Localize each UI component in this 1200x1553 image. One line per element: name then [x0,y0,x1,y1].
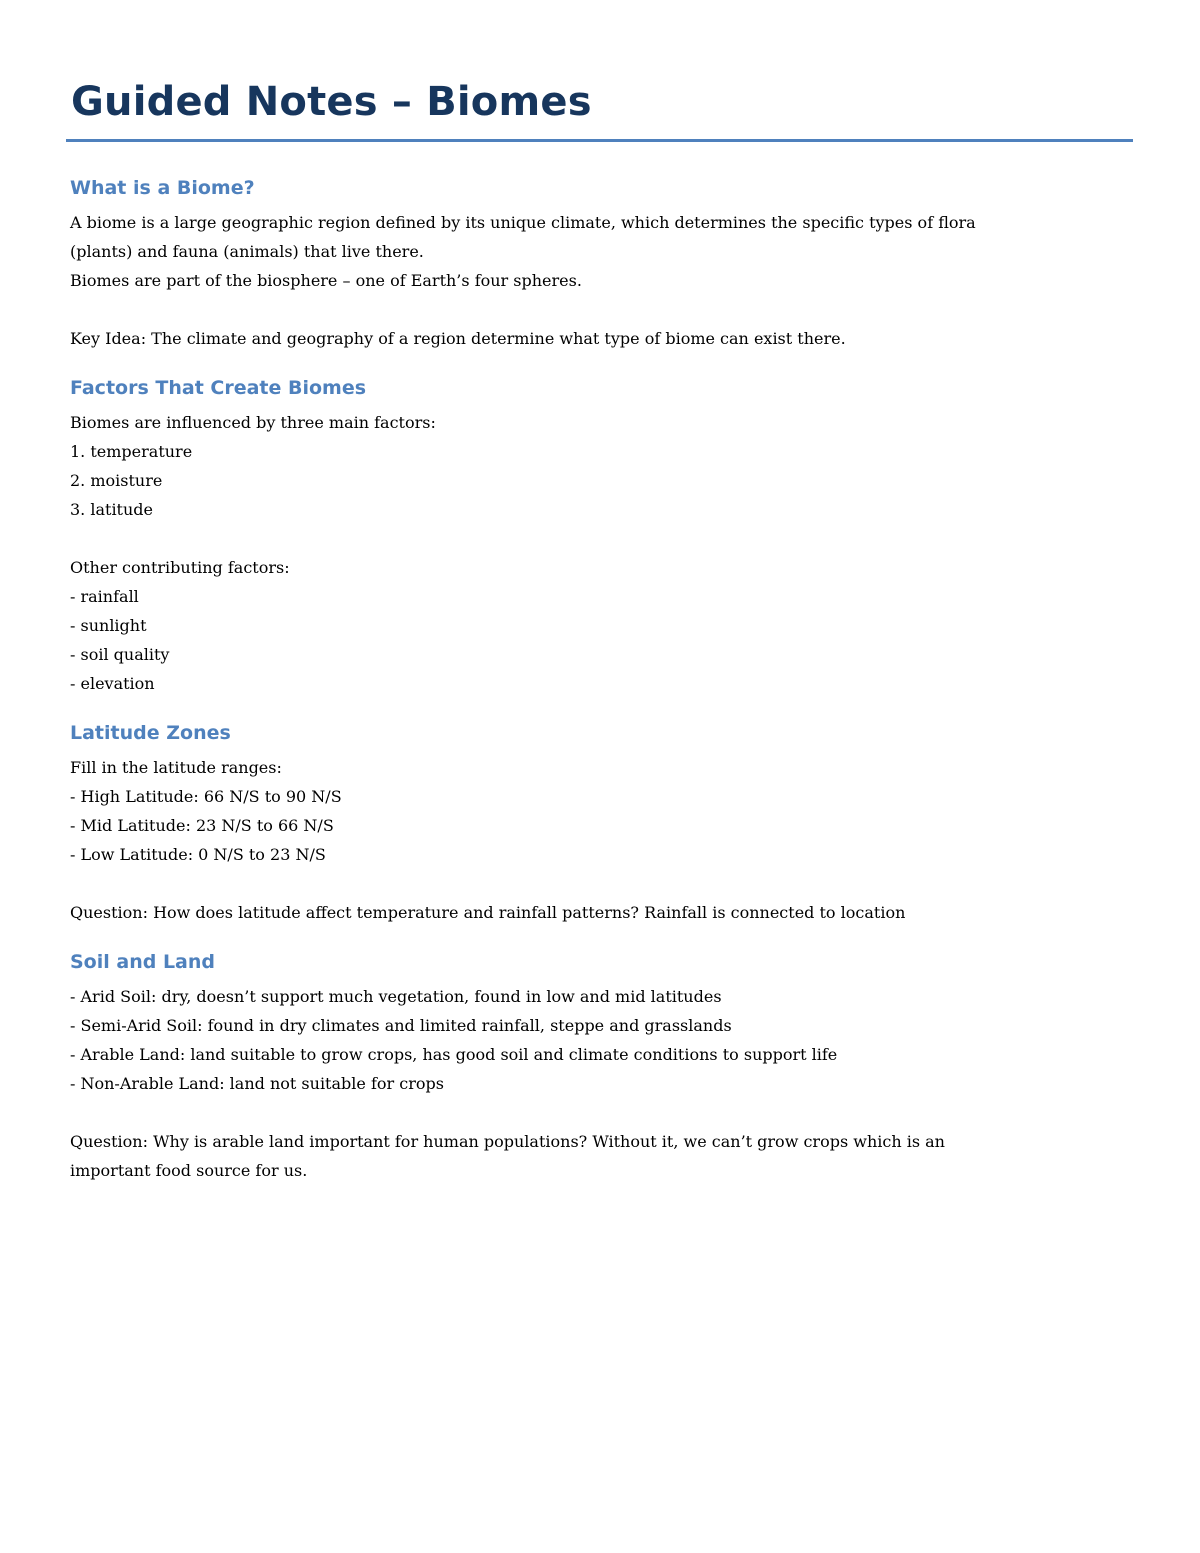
latitude-intro: Fill in the latitude ranges: [70,758,282,777]
list-item: 1. temperature [70,442,193,461]
biome-definition-line-2: (plants) and fauna (animals) that live there. [70,242,424,261]
list-item: - High Latitude: 66 N/S to 90 N/S [70,787,342,806]
list-item: - elevation [70,674,155,693]
latitude-question: Question: How does latitude affect temperature and rainfall patterns? Rainfall is connected to location [70,903,906,922]
key-idea: Key Idea: The climate and geography of a region determine what type of biome can exist there. [70,329,846,348]
list-item: - Arid Soil: dry, doesn’t support much vegetation, found in low and mid latitudes [70,987,722,1006]
list-item: - sunlight [70,616,147,635]
biome-definition-line-1: A biome is a large geographic region defined by its unique climate, which determines the specific types of flora [70,213,976,232]
page-title: Guided Notes – Biomes [71,79,592,125]
biosphere-statement: Biomes are part of the biosphere – one of Earth’s four spheres. [70,271,582,290]
list-item: 2. moisture [70,471,163,490]
arable-question-line-1: Question: Why is arable land important for human populations? Without it, we can’t grow crops which is an [70,1132,945,1151]
title-divider [66,139,1133,142]
arable-question-line-2: important food source for us. [70,1161,308,1180]
factors-intro: Biomes are influenced by three main factors: [70,413,436,432]
heading-what-is-a-biome: What is a Biome? [70,177,255,199]
list-item: - Low Latitude: 0 N/S to 23 N/S [70,845,326,864]
other-factors-intro: Other contributing factors: [70,558,290,577]
list-item: 3. latitude [70,500,153,519]
heading-soil-and-land: Soil and Land [70,951,215,973]
list-item: - soil quality [70,645,170,664]
list-item: - Semi-Arid Soil: found in dry climates and limited rainfall, steppe and grasslands [70,1016,732,1035]
heading-latitude-zones: Latitude Zones [70,722,231,744]
list-item: - Mid Latitude: 23 N/S to 66 N/S [70,816,334,835]
list-item: - Arable Land: land suitable to grow crops, has good soil and climate conditions to support life [70,1045,838,1064]
document-page [70,78,1134,1180]
list-item: - rainfall [70,587,139,606]
heading-factors: Factors That Create Biomes [70,377,367,399]
list-item: - Non-Arable Land: land not suitable for crops [70,1074,444,1093]
document-body [70,174,1134,1185]
